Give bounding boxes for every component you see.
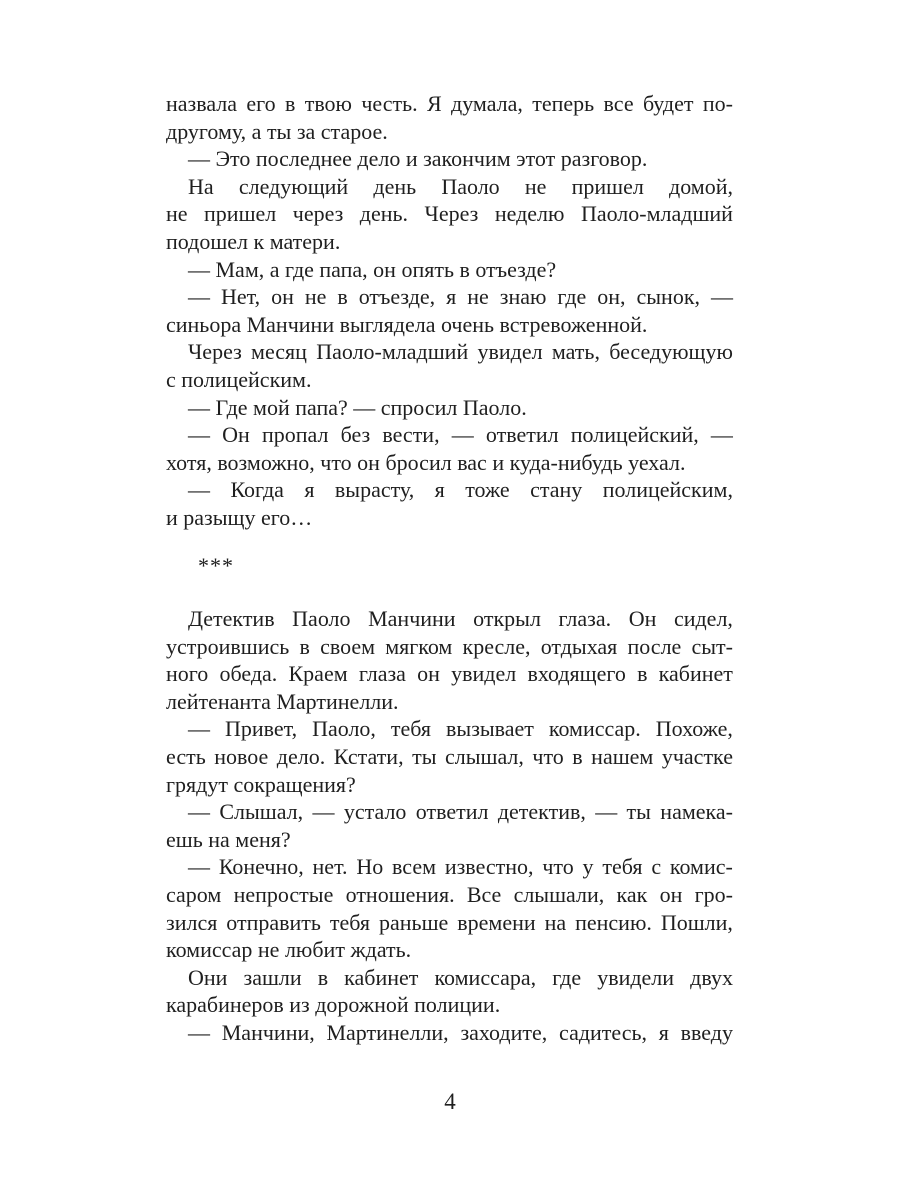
word: Паоло-младший [580, 201, 733, 227]
section-separator: *** [198, 552, 234, 578]
word: пенсию. [575, 909, 652, 935]
word: отдыхая [540, 633, 618, 659]
word: в [572, 744, 583, 770]
word: — [451, 422, 474, 448]
word: Конечно, [218, 854, 304, 880]
text-line: синьора Манчини выглядела очень встревоженной. [166, 311, 648, 337]
word: в [337, 284, 348, 310]
word: беседующую [609, 339, 733, 365]
word: гро- [694, 882, 733, 908]
word: в [299, 633, 310, 659]
word: глаза [358, 661, 406, 687]
text-line: — Где мой папа? — спросил Паоло. [188, 394, 527, 420]
text-line: карабинеров из дорожной полиции. [166, 992, 501, 1018]
word: Пошли, [660, 909, 733, 935]
word: его [246, 91, 276, 116]
word: — [188, 799, 210, 825]
word: есть [166, 744, 206, 770]
text-line: другому, а ты за старое. [166, 118, 388, 144]
word: Когда [230, 477, 284, 503]
word: тебя [329, 909, 371, 935]
text-column [166, 90, 733, 1047]
word: на [544, 909, 567, 935]
word: известно, [444, 854, 534, 880]
word: вести, [382, 422, 440, 448]
word: как [616, 882, 648, 908]
text-line [166, 743, 733, 771]
word: двух [690, 964, 733, 990]
word: что [532, 744, 564, 770]
word: детектив, [497, 799, 586, 825]
word: полицейским, [602, 477, 733, 503]
word: вызывает [446, 716, 534, 742]
text-line [166, 283, 733, 311]
word: участке [661, 744, 733, 770]
word: честь. [361, 91, 418, 116]
word: всем [392, 854, 437, 880]
text-line [166, 715, 733, 743]
word: в [637, 661, 648, 687]
word: нашем [591, 744, 654, 770]
word: после [627, 633, 682, 659]
word: неделю [494, 201, 565, 227]
word: — [188, 422, 210, 448]
word: — [188, 1020, 210, 1045]
word: входящего [527, 661, 626, 687]
word: — [595, 799, 618, 825]
word: он [417, 661, 440, 687]
word: тоже [465, 477, 510, 503]
word: назвала [166, 91, 238, 116]
word: открыл [473, 606, 541, 632]
text-line [166, 881, 733, 909]
word: времени [457, 909, 536, 935]
word: слышали, [513, 882, 605, 908]
word: где [552, 964, 582, 990]
word: Манчини [368, 606, 456, 632]
word: не [524, 173, 547, 199]
word: пришел [571, 173, 644, 199]
word: не [166, 201, 188, 227]
word: непростые [233, 882, 334, 908]
word: Он [222, 422, 250, 448]
word: я [304, 477, 315, 503]
text-line [166, 90, 733, 118]
text-line [166, 200, 733, 228]
word: ответил [485, 422, 559, 448]
word: Нет, [220, 284, 261, 310]
word: Кстати, [333, 744, 404, 770]
word: садитесь, [559, 1020, 648, 1045]
word: увидели [597, 964, 675, 990]
text-line [166, 633, 733, 661]
text-line [166, 798, 733, 826]
text-line [166, 1019, 733, 1047]
word: — [710, 422, 733, 448]
word: Он [628, 606, 657, 632]
word: не [467, 284, 489, 310]
word: кресле, [462, 633, 531, 659]
word: я [434, 477, 445, 503]
word: что [542, 854, 574, 880]
word: увидел [477, 339, 543, 365]
word: вырасту, [334, 477, 415, 503]
word: глаза. [558, 606, 612, 632]
word: обеда. [219, 661, 278, 687]
word: раньше [379, 909, 449, 935]
word: день. [359, 201, 409, 227]
word: тебя [602, 854, 643, 880]
word: На [188, 173, 214, 199]
word: ты [412, 744, 437, 770]
text-line [166, 964, 733, 992]
word: Мартинелли, [326, 1020, 449, 1045]
word: своем [320, 633, 376, 659]
word: сыт- [691, 633, 733, 659]
word: кабинет [658, 661, 733, 687]
word: с [651, 854, 662, 880]
word: думала, [451, 91, 523, 116]
word: зашли [243, 964, 302, 990]
word: стану [530, 477, 583, 503]
word: все [603, 91, 634, 116]
word: без [340, 422, 371, 448]
word: комиссар. [548, 716, 641, 742]
word: пришел [204, 201, 277, 227]
word: в [317, 964, 329, 990]
text-line: лейтенанта Мартинелли. [166, 688, 399, 714]
word: полицейский, [570, 422, 699, 448]
word: — [188, 716, 210, 742]
word: пропал [261, 422, 329, 448]
text-line: подошел к матери. [166, 228, 341, 254]
word: устроившись [166, 633, 290, 659]
word: слышал, [444, 744, 524, 770]
word: у [582, 854, 594, 880]
word: Краем [288, 661, 348, 687]
text-line: — Это последнее дело и закончим этот разговор. [188, 146, 648, 172]
word: Паоло [292, 606, 351, 632]
word: заходите, [460, 1020, 548, 1045]
text-line: грядут сокращения? [166, 771, 356, 797]
text-line [166, 605, 733, 633]
word: Похоже, [655, 716, 733, 742]
text-line: — Мам, а где папа, он опять в отъезде? [188, 256, 557, 282]
text-line: и разыщу его… [166, 504, 313, 530]
word: он [271, 284, 294, 310]
text-line [166, 476, 733, 504]
word: Паоло, [312, 716, 376, 742]
text-line: хотя, возможно, что он бросил вас и куда-нибудь уехал. [166, 449, 686, 475]
text-line: ешь на меня? [166, 826, 291, 852]
word: Паоло-младший [316, 339, 469, 365]
text-line: с полицейским. [166, 366, 312, 392]
word: — [188, 284, 210, 310]
word: намека- [660, 799, 733, 825]
word: отъезде, [358, 284, 436, 310]
word: будет [642, 91, 694, 116]
text-line [166, 853, 733, 881]
word: мягком [385, 633, 453, 659]
word: — [710, 284, 733, 310]
word: твою [304, 91, 352, 116]
word: дело. [276, 744, 326, 770]
text-line [166, 909, 733, 937]
page-number: 4 [444, 1089, 456, 1114]
word: нет. [312, 854, 348, 880]
text-line [166, 660, 733, 688]
word: Детектив [188, 606, 275, 632]
word: Слышал, [219, 799, 304, 825]
word: по- [702, 91, 733, 116]
word: устало [343, 799, 407, 825]
word: отношения. [345, 882, 455, 908]
word: увидел [451, 661, 517, 687]
word: где [557, 284, 587, 310]
text-line [166, 338, 733, 366]
word: он [659, 882, 683, 908]
word: Но [356, 854, 384, 880]
word: зился [166, 909, 218, 935]
word: — [188, 477, 210, 503]
text-line [166, 173, 733, 201]
word: отправить [226, 909, 321, 935]
word: Привет, [224, 716, 298, 742]
word: саром [166, 882, 222, 908]
word: тебя [390, 716, 432, 742]
word: Я [426, 91, 442, 116]
word: сидел, [673, 606, 733, 632]
word: следующий [238, 173, 349, 199]
word: домой, [669, 173, 733, 199]
word: Они [188, 964, 228, 990]
word: Через [188, 339, 242, 365]
word: комиссара, [434, 964, 537, 990]
word: он, [597, 284, 626, 310]
word: Манчини, [221, 1020, 315, 1045]
word: месяц [251, 339, 307, 365]
word: Все [466, 882, 502, 908]
word: кабинет [344, 964, 419, 990]
word: Паоло [441, 173, 500, 199]
word: день [373, 173, 417, 199]
word: ного [166, 661, 209, 687]
word: через [292, 201, 344, 227]
word: я [446, 284, 457, 310]
word: — [188, 854, 210, 880]
word: теперь [532, 91, 595, 116]
word: ответил [415, 799, 489, 825]
word: не [304, 284, 327, 310]
text-line: комиссар не любит ждать. [166, 937, 412, 963]
word: комис- [669, 854, 733, 880]
word: в [284, 91, 296, 116]
word: Через [424, 201, 479, 227]
word: мать, [551, 339, 600, 365]
word: сынок, [636, 284, 701, 310]
word: знаю [499, 284, 547, 310]
word: я [658, 1020, 669, 1045]
word: новое [214, 744, 269, 770]
word: — [312, 799, 335, 825]
word: введу [680, 1020, 733, 1045]
text-line [166, 421, 733, 449]
word: ты [626, 799, 651, 825]
